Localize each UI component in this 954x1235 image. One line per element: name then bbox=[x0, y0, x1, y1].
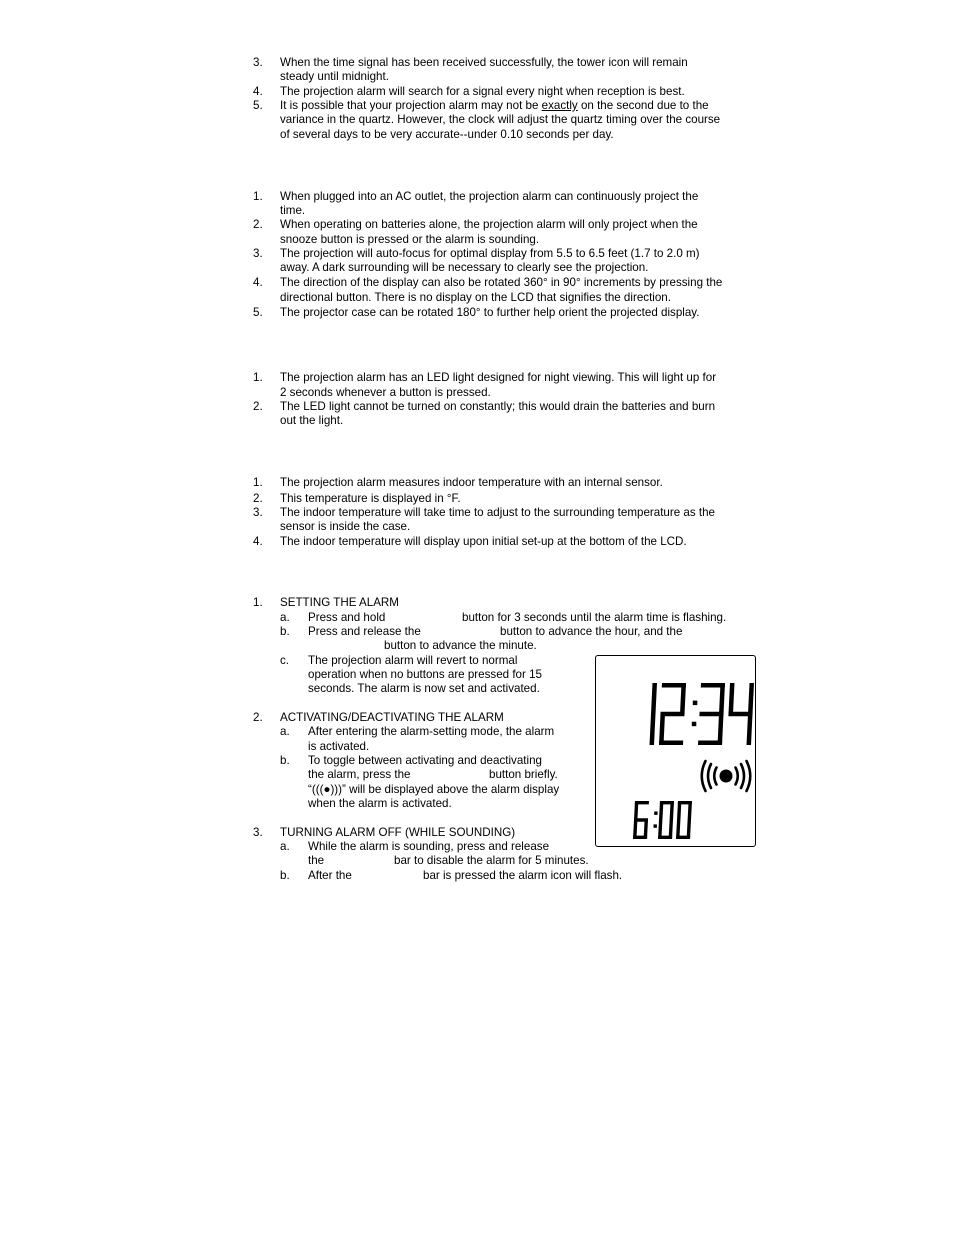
list-item-text: steady until midnight. bbox=[280, 70, 389, 83]
sub-item-text: bar to disable the alarm for 5 minutes. bbox=[394, 854, 589, 867]
sub-letter: c. bbox=[280, 654, 290, 667]
sub-item-text: button briefly. bbox=[489, 768, 558, 781]
list-number: 2. bbox=[253, 492, 263, 505]
subsection-title: ACTIVATING/DEACTIVATING THE ALARM bbox=[280, 711, 504, 724]
sub-letter: a. bbox=[280, 725, 290, 738]
alarm-sound-icon bbox=[702, 761, 751, 791]
sub-item-text: is activated. bbox=[308, 740, 370, 753]
lcd-segment bbox=[634, 801, 638, 820]
lcd-segment bbox=[718, 714, 724, 745]
lcd-colon-dot bbox=[693, 701, 698, 706]
sub-item-text: seconds. The alarm is now set and activated. bbox=[308, 682, 540, 695]
sub-item-text: button to advance the hour, and the bbox=[500, 625, 683, 638]
list-number: 1. bbox=[253, 476, 263, 489]
list-item-text: out the light. bbox=[280, 414, 344, 427]
lcd-colon-dot bbox=[654, 824, 657, 827]
lcd-segment bbox=[719, 683, 725, 714]
sub-letter: a. bbox=[280, 840, 290, 853]
sub-item-text: the alarm, press the bbox=[308, 768, 411, 781]
lcd-segment bbox=[659, 714, 665, 745]
lcd-segment bbox=[650, 714, 656, 745]
list-number: 2. bbox=[253, 711, 263, 724]
lcd-segment bbox=[651, 683, 657, 714]
list-item-text: The direction of the display can also be rotated 360° in 90° increments by pressing the bbox=[280, 276, 723, 289]
sub-item-text: To toggle between activating and deactivating bbox=[308, 754, 542, 767]
list-item-text: sensor is inside the case. bbox=[280, 520, 411, 533]
lcd-segment bbox=[677, 801, 681, 820]
sub-item-text: when the alarm is activated. bbox=[308, 797, 452, 810]
sub-item-text: the bbox=[308, 854, 325, 867]
lcd-segment bbox=[659, 801, 663, 820]
list-item-text: snooze button is pressed or the alarm is sounding. bbox=[280, 233, 540, 246]
list-number: 2. bbox=[253, 218, 263, 231]
list-number: 1. bbox=[253, 190, 263, 203]
list-item-text: away. A dark surrounding will be necessary to clearly see the projection. bbox=[280, 261, 649, 274]
list-number: 5. bbox=[253, 99, 263, 112]
list-number: 3. bbox=[253, 247, 263, 260]
list-number: 4. bbox=[253, 276, 263, 289]
list-item-text: The indoor temperature will display upon initial set-up at the bottom of the LCD. bbox=[280, 535, 687, 548]
sub-item-text: bar is pressed the alarm icon will flash. bbox=[423, 869, 623, 882]
list-number: 5. bbox=[253, 306, 263, 319]
sub-item-text: button for 3 seconds until the alarm time is flashing. bbox=[462, 611, 727, 624]
list-item-text: The projection alarm will search for a signal every night when reception is best. bbox=[280, 85, 685, 98]
list-item-text: It is possible that your projection alarm may not be exactly on the second due to the bbox=[280, 99, 709, 112]
lcd-segment bbox=[659, 741, 683, 746]
subsection-title: TURNING ALARM OFF (WHILE SOUNDING) bbox=[280, 826, 516, 839]
sub-item-text: Press and hold bbox=[308, 611, 386, 624]
list-number: 3. bbox=[253, 506, 263, 519]
sub-item-text: Press and release the bbox=[308, 625, 421, 638]
lcd-display bbox=[595, 655, 756, 847]
list-item-text: 2 seconds whenever a button is pressed. bbox=[280, 386, 491, 399]
lcd-colon-dot bbox=[654, 812, 657, 815]
list-item-text: The indoor temperature will take time to adjust to the surrounding temperature as the bbox=[280, 506, 715, 519]
list-item-text: The LED light cannot be turned on constantly; this would drain the batteries and burn bbox=[280, 400, 716, 413]
list-number: 4. bbox=[253, 535, 263, 548]
emphasis-word: exactly bbox=[541, 99, 578, 112]
list-item-text: time. bbox=[280, 204, 306, 217]
list-item-text: directional button. There is no display on the LCD that signifies the direction. bbox=[280, 291, 671, 304]
lcd-segment bbox=[680, 683, 686, 714]
subsection-title: SETTING THE ALARM bbox=[280, 596, 399, 609]
lcd-segment bbox=[644, 820, 648, 839]
sub-item-text: The projection alarm will revert to normal bbox=[308, 654, 518, 667]
list-item-text: The projector case can be rotated 180° to further help orient the projected display. bbox=[280, 306, 700, 319]
sub-item-text: operation when no buttons are pressed for 15 bbox=[308, 668, 542, 681]
list-number: 3. bbox=[253, 56, 263, 69]
list-number: 2. bbox=[253, 400, 263, 413]
list-item-text: The projection alarm measures indoor temperature with an internal sensor. bbox=[280, 476, 663, 489]
lcd-segment bbox=[698, 741, 722, 746]
sub-item-text: After entering the alarm-setting mode, the alarm bbox=[308, 725, 555, 738]
list-number: 1. bbox=[253, 596, 263, 609]
lcd-segment bbox=[747, 714, 753, 745]
list-item-text: When operating on batteries alone, the projection alarm will only project when the bbox=[280, 218, 698, 231]
list-item-text: of several days to be very accurate--under 0.10 seconds per day. bbox=[280, 128, 614, 141]
lcd-segment bbox=[748, 683, 754, 714]
list-number: 1. bbox=[253, 371, 263, 384]
lcd-segment bbox=[729, 683, 735, 714]
lcd-colon-dot bbox=[692, 722, 697, 727]
lcd-alarm-time bbox=[633, 801, 692, 839]
list-item-text: variance in the quartz. However, the clock will adjust the quartz timing over the course bbox=[280, 113, 721, 126]
list-item-text: When plugged into an AC outlet, the projection alarm can continuously project the bbox=[280, 190, 699, 203]
list-item-text: The projection alarm has an LED light designed for night viewing. This will light up for bbox=[280, 371, 717, 384]
lcd-time bbox=[650, 683, 755, 745]
sub-letter: b. bbox=[280, 869, 290, 882]
sub-item-text: After the bbox=[308, 869, 352, 882]
sub-letter: a. bbox=[280, 611, 290, 624]
sub-item-text: “(((●)))” will be displayed above the alarm display bbox=[308, 783, 560, 796]
sub-letter: b. bbox=[280, 754, 290, 767]
list-item-text: The projection will auto-focus for optimal display from 5.5 to 6.5 feet (1.7 to 2.0 m) bbox=[280, 247, 700, 260]
sub-letter: b. bbox=[280, 625, 290, 638]
list-item-text: This temperature is displayed in °F. bbox=[280, 492, 461, 505]
sub-item-text: button to advance the minute. bbox=[384, 639, 537, 652]
sub-item-text: While the alarm is sounding, press and release bbox=[308, 840, 550, 853]
list-item-text: When the time signal has been received successfully, the tower icon will remain bbox=[280, 56, 688, 69]
list-number: 3. bbox=[253, 826, 263, 839]
lcd-segments bbox=[596, 656, 757, 848]
list-number: 4. bbox=[253, 85, 263, 98]
